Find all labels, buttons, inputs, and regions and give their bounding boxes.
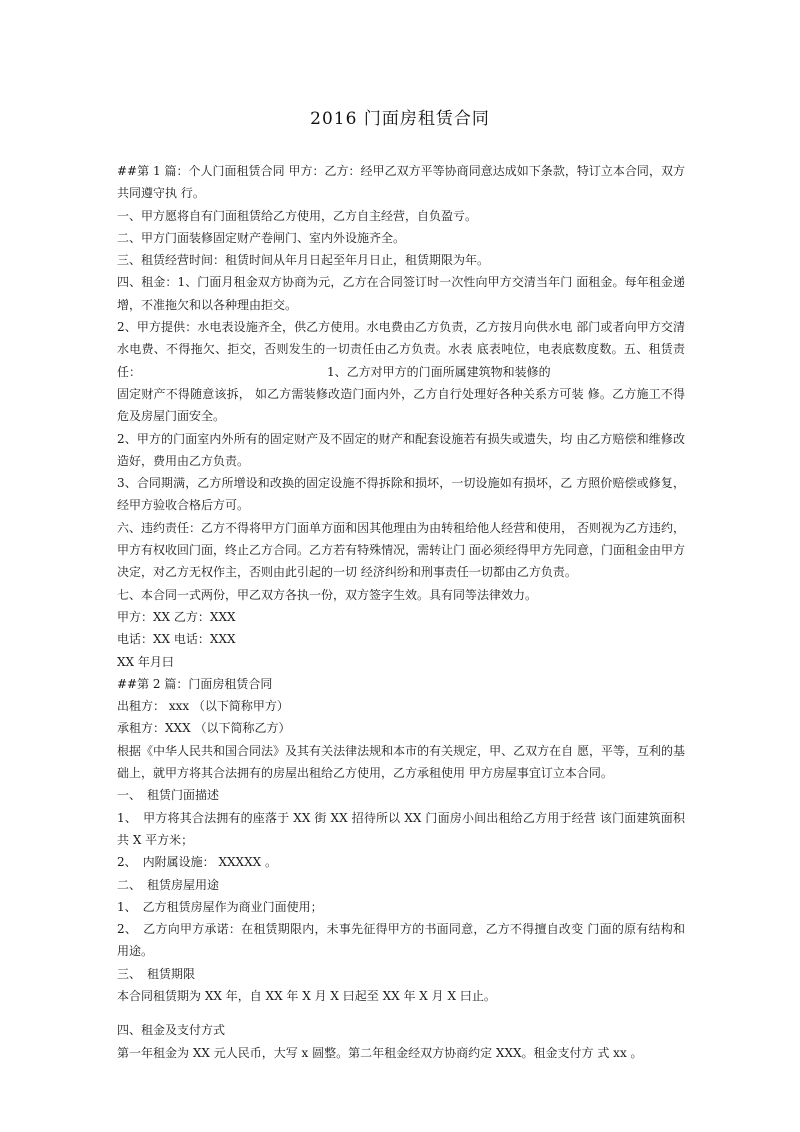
paragraph: 一、 租赁门面描述: [117, 788, 220, 803]
paragraph: 1、 甲方将其合法拥有的座落于 XX 街 XX 招待所以 XX 门面房小间出租给乙方用于经营 该门面建筑面积共 X 平方米；: [117, 810, 685, 847]
paragraph: 出租方： xxx （以下简称甲方）: [117, 699, 289, 714]
contract-body: [117, 160, 685, 1064]
document-title: 2016 门面房租赁合同: [310, 109, 490, 129]
paragraph: 三、 租赁期限: [117, 966, 196, 981]
section-heading: ##第 2 篇：门面房租赁合同: [117, 676, 273, 691]
paragraph: 一、甲方愿将自有门面租赁给乙方使用，乙方自主经营，自负盈亏。: [117, 208, 478, 223]
paragraph: 固定财产不得随意该拆， 如乙方需装修改造门面内外，乙方自行处理好各种关系方可装 修。乙方施工不得危及房屋门面安全。: [117, 386, 685, 424]
paragraph: 六、违约责任：乙方不得将甲方门面单方面和因其他理由为由转租给他人经营和使用， 否则视为乙方违约，甲方有权收回门面，终止乙方合同。乙方若有特殊情况，需转让门 面必须经得甲方先同意，门面租金由甲方决定，对乙方无权作主，否则由此引起的一切 经济纠纷和刑事责任一切都由乙方负责。: [117, 520, 685, 580]
paragraph: 2、 内附属设施： XXXXX 。: [117, 855, 277, 870]
paragraph: 四、租金及支付方式: [117, 1023, 226, 1038]
paragraph: 1、 乙方租赁房屋作为商业门面使用；: [117, 899, 323, 914]
paragraph: 三、租赁经营时间：租赁时间从年月日起至年月日止，租赁期限为年。: [117, 253, 490, 268]
paragraph: 2、甲方的门面室内外所有的固定财产及不固定的财产和配套设施若有损失或遗失，均 由乙方赔偿和维修改造好，费用由乙方负责。: [117, 431, 685, 468]
paragraph: 2、 乙方向甲方承诺：在租赁期限内，未事先征得甲方的书面同意，乙方不得擅自改变 门面的原有结构和用途。: [117, 922, 685, 959]
paragraph: 第一年租金为 XX 元人民币，大写 x 圆整。第二年租金经双方协商约定 XXX。租金支付方 式 xx 。: [117, 1045, 643, 1060]
paragraph: 本合同租赁期为 XX 年，自 XX 年 X 月 X 曰起至 XX 年 X 月 X 曰止。: [117, 988, 496, 1003]
paragraph: 承租方：XXX （以下简称乙方）: [117, 721, 291, 736]
paragraph: 二、甲方门面装修固定财产卷闸门、室内外设施齐全。: [117, 230, 406, 245]
date-line: XX 年月曰: [117, 654, 174, 669]
phone-line: 电话：XX 电话：XXX: [117, 632, 236, 647]
paragraph: 2、甲方提供：水电表设施齐全，供乙方使用。水电费由乙方负责，乙方按月向供水电 部门或者向甲方交清水电费、不得拖欠、拒交，否则发生的一切责任由乙方负责。水表 底表吨位，电表底数度数。五、租赁责任： 1、乙方对甲方的门面所属建筑物和装修的: [117, 320, 685, 379]
signature-line: 甲方：XX 乙方：XXX: [117, 609, 236, 624]
paragraph: 四、租金：1、门面月租金双方协商为元，乙方在合同签订时一次性向甲方交清当年门 面租金。每年租金递增，不准拖欠和以各种理由拒交。: [117, 275, 685, 312]
paragraph: 3、合同期满，乙方所增设和改换的固定设施不得拆除和损坏，一切设施如有损坏，乙 方照价赔偿或修复，经甲方验收合格后方可。: [117, 476, 685, 513]
paragraph: ##第 1 篇：个人门面租赁合同 甲方：乙方：经甲乙双方平等协商同意达成如下条款，特订立本合同，双方共同遵守执 行。: [117, 164, 685, 201]
paragraph: 二、 租赁房屋用途: [117, 877, 220, 892]
paragraph: 七、本合同一式两份，甲乙双方各执一份，双方签字生效。具有同等法律效力。: [117, 587, 538, 602]
paragraph: 根据《中华人民共和国合同法》及其有关法律法规和本市的有关规定，甲、乙双方在自 愿，平等，互利的基础上，就甲方将其合法拥有的房屋出租给乙方使用，乙方承租使用 甲方房屋事宜订立本合同。: [117, 743, 685, 781]
